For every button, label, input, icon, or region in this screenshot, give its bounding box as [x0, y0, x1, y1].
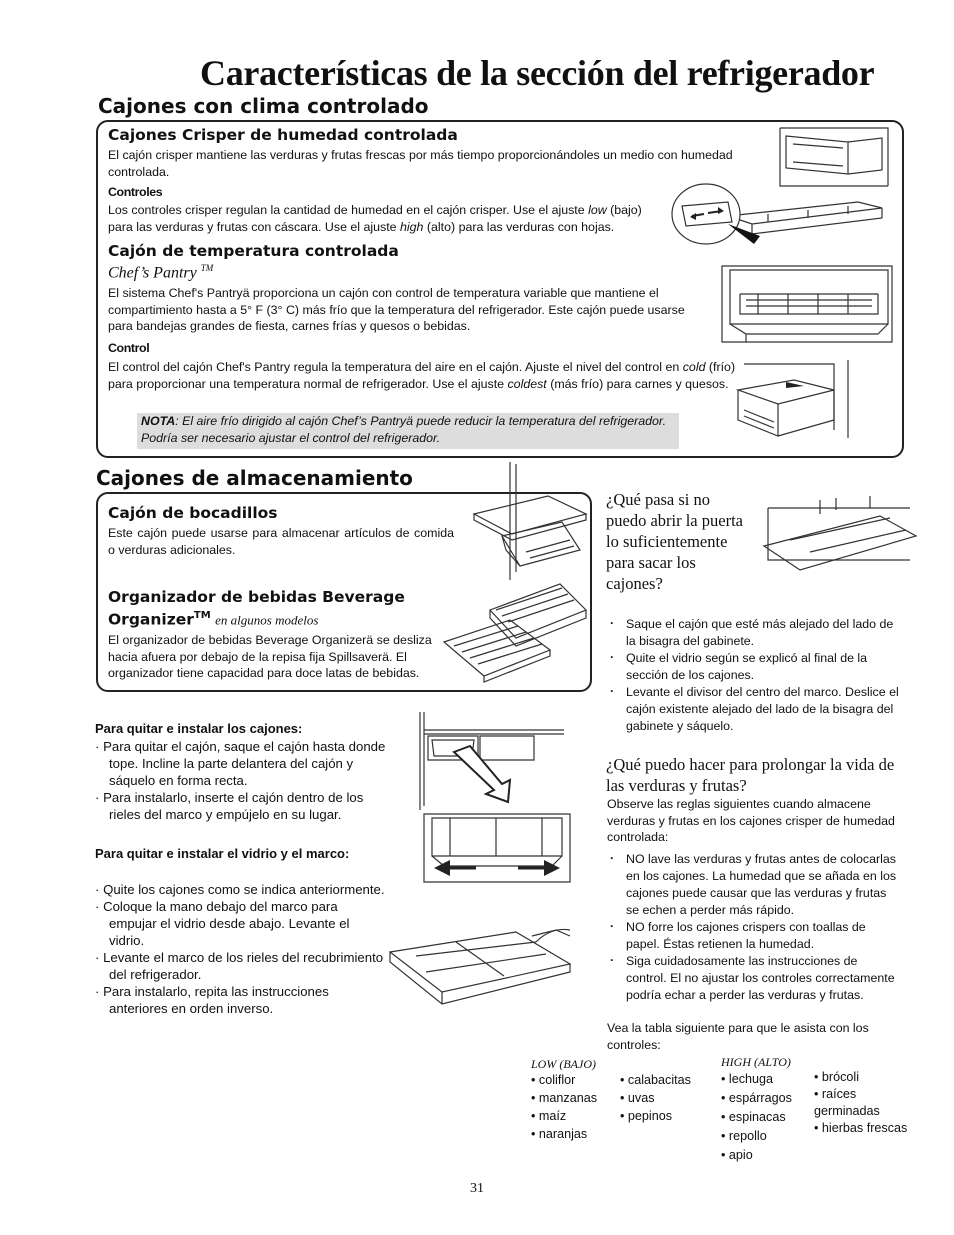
list-item: • raíces germinadas — [814, 1086, 910, 1120]
list-item: · Para quitar el cajón, saque el cajón hasta donde tope. Incline la parte delantera del cajón y sáquelo en forma recta. — [95, 738, 391, 789]
pantry-control-illustration — [734, 360, 854, 440]
snack-drawer-illustration — [462, 460, 590, 580]
list-item: • uvas — [620, 1089, 716, 1107]
page-number: 31 — [470, 1181, 484, 1196]
list-item: · Levante el marco de los rieles del recubrimiento del refrigerador. — [95, 949, 385, 983]
list-item: • maíz — [531, 1107, 621, 1125]
temp-control-heading: Control — [108, 341, 150, 355]
temp-control-body: El control del cajón Chef's Pantry regula la temperatura del aire en el cajón. Ajuste el nivel del control en cold (frío) para proporcionar una temperatura normal de refrigerador. Use el ajuste coldest (más frío) para carnes y quesos. — [108, 360, 736, 391]
list-item: · Para instalarlo, inserte el cajón dentro de los rieles del marco y empújelo en su lugar. — [95, 789, 391, 823]
high-column-2 — [814, 1069, 910, 1137]
snack-drawer-body: Este cajón puede usarse para almacenar artículos de comida o verduras adicionales. — [108, 526, 454, 557]
list-item: • repollo — [721, 1127, 811, 1146]
high-label: HIGH (ALTO) — [721, 1055, 791, 1069]
prolong-heading: ¿Qué puedo hacer para prolongar la vida de las verduras y frutas? — [606, 755, 895, 795]
temp-drawer-heading: Cajón de temperatura controlada — [108, 242, 399, 260]
list-item: · Quite el vidrio según se explicó al final de la sección de los cajones. — [608, 650, 900, 684]
list-item: · Quite los cajones como se indica anteriormente. — [95, 881, 385, 898]
snack-drawer-heading: Cajón de bocadillos — [108, 504, 278, 522]
list-item: · NO forre los cajones crispers con toallas de papel. Éstas retienen la humedad. — [608, 919, 900, 953]
climate-section-heading: Cajones con clima controlado — [98, 94, 429, 118]
list-item: · Para instalarlo, repita las instrucciones anteriores en orden inverso. — [95, 983, 385, 1017]
low-column-1 — [531, 1071, 621, 1143]
chefs-pantry-illustration — [718, 264, 894, 356]
list-item: • apio — [721, 1146, 811, 1165]
beverage-organizer-illustration — [440, 580, 588, 684]
list-item: · Saque el cajón que esté más alejado del lado de la bisagra del gabinete. — [608, 616, 900, 650]
crisper-heading: Cajones Crisper de humedad controlada — [108, 126, 458, 144]
low-column-2 — [620, 1071, 716, 1125]
list-item: • manzanas — [531, 1089, 621, 1107]
beverage-body: El organizador de bebidas Beverage Organizerä se desliza hacia afuera por debajo de la repisa fija Spillsaverä. El organizador tiene capacidad para doce latas de bebidas. — [108, 633, 432, 680]
remove-drawers-heading: Para quitar e instalar los cajones: — [95, 721, 303, 736]
drawer-removal-illustration — [414, 710, 570, 814]
crisper-body: El cajón crisper mantiene las verduras y frutas frescas por más tiempo proporcionándoles un medio con humedad controlada. — [108, 148, 733, 179]
list-item: · NO lave las verduras y frutas antes de colocarlas en los cajones. La humedad que se añada en los cajones puede causar que las verduras y frutas se echen a perder más rápido. — [608, 851, 900, 919]
crisper-controls-heading: Controles — [108, 185, 163, 199]
list-item: · Coloque la mano debajo del marco para empujar el vidrio desde abajo. Levante el vidrio. — [95, 898, 385, 949]
prolong-outro: Vea la tabla siguiente para que le asista con los controles: — [607, 1021, 869, 1052]
list-item: • coliflor — [531, 1071, 621, 1089]
crisper-drawer-illustration — [668, 124, 898, 249]
list-item: • lechuga — [721, 1070, 811, 1089]
remove-glass-heading: Para quitar e instalar el vidrio y el marco: — [95, 846, 350, 861]
list-item: • espárragos — [721, 1089, 811, 1108]
page-title: Características de la sección del refrigerador — [200, 53, 875, 93]
door-question-heading: ¿Qué pasa si no puedo abrir la puerta lo suficientemente para sacar los cajones? — [606, 490, 743, 593]
high-column-1 — [721, 1070, 811, 1165]
list-item: • brócoli — [814, 1069, 910, 1086]
remove-glass-list — [95, 881, 385, 1017]
prolong-list — [608, 851, 900, 1004]
glass-lift-illustration — [386, 918, 574, 1014]
crisper-controls-body: Los controles crisper regulan la cantidad de humedad en el cajón crisper. Use el ajuste low (bajo) para las verduras y frutas con cáscara. Use el ajuste high (alto) para las verduras con hojas. — [108, 203, 642, 234]
temp-drawer-body: El sistema Chef's Pantryä proporciona un cajón con control de temperatura variable que mantiene el compartimiento hasta a 5° F (3° C) más frío que la temperatura del refrigerador. Este cajón puede usarse para bandejas grandes de fiesta, carnes frías y quesos o bebidas. — [108, 286, 685, 333]
low-label: LOW (BAJO) — [531, 1057, 596, 1071]
list-item: · Siga cuidadosamente las instrucciones de control. El no ajustar los controles correctamente podría echar a perder las verduras y frutas. — [608, 953, 900, 1004]
door-question-list — [608, 616, 900, 735]
beverage-heading-line2: Organizer™ en algunos modelos — [108, 610, 319, 629]
list-item: • hierbas frescas — [814, 1120, 910, 1137]
nota-callout: NOTA: El aire frío dirigido al cajón Chef’s Pantryä puede reducir la temperatura del refrigerador. Podría ser necesario ajustar el control del refrigerador. — [137, 413, 679, 449]
list-item: · Levante el divisor del centro del marco. Deslice el cajón existente alejado del lado de la bisagra del gabinete y sáquelo. — [608, 684, 900, 735]
list-item: • calabacitas — [620, 1071, 716, 1089]
beverage-heading: Organizador de bebidas Beverage — [108, 588, 405, 606]
list-item: • pepinos — [620, 1107, 716, 1125]
list-item: • espinacas — [721, 1108, 811, 1127]
list-item: • naranjas — [531, 1125, 621, 1143]
shelf-frame-illustration — [420, 812, 574, 886]
storage-section-heading: Cajones de almacenamiento — [96, 466, 413, 490]
prolong-intro: Observe las reglas siguientes cuando almacene verduras y frutas en los cajones crisper de humedad controlada: — [607, 797, 895, 844]
remove-drawers-list — [95, 738, 391, 823]
chefs-pantry-label: Chef’s Pantry ™ — [108, 263, 214, 282]
door-hinge-illustration — [760, 494, 920, 580]
